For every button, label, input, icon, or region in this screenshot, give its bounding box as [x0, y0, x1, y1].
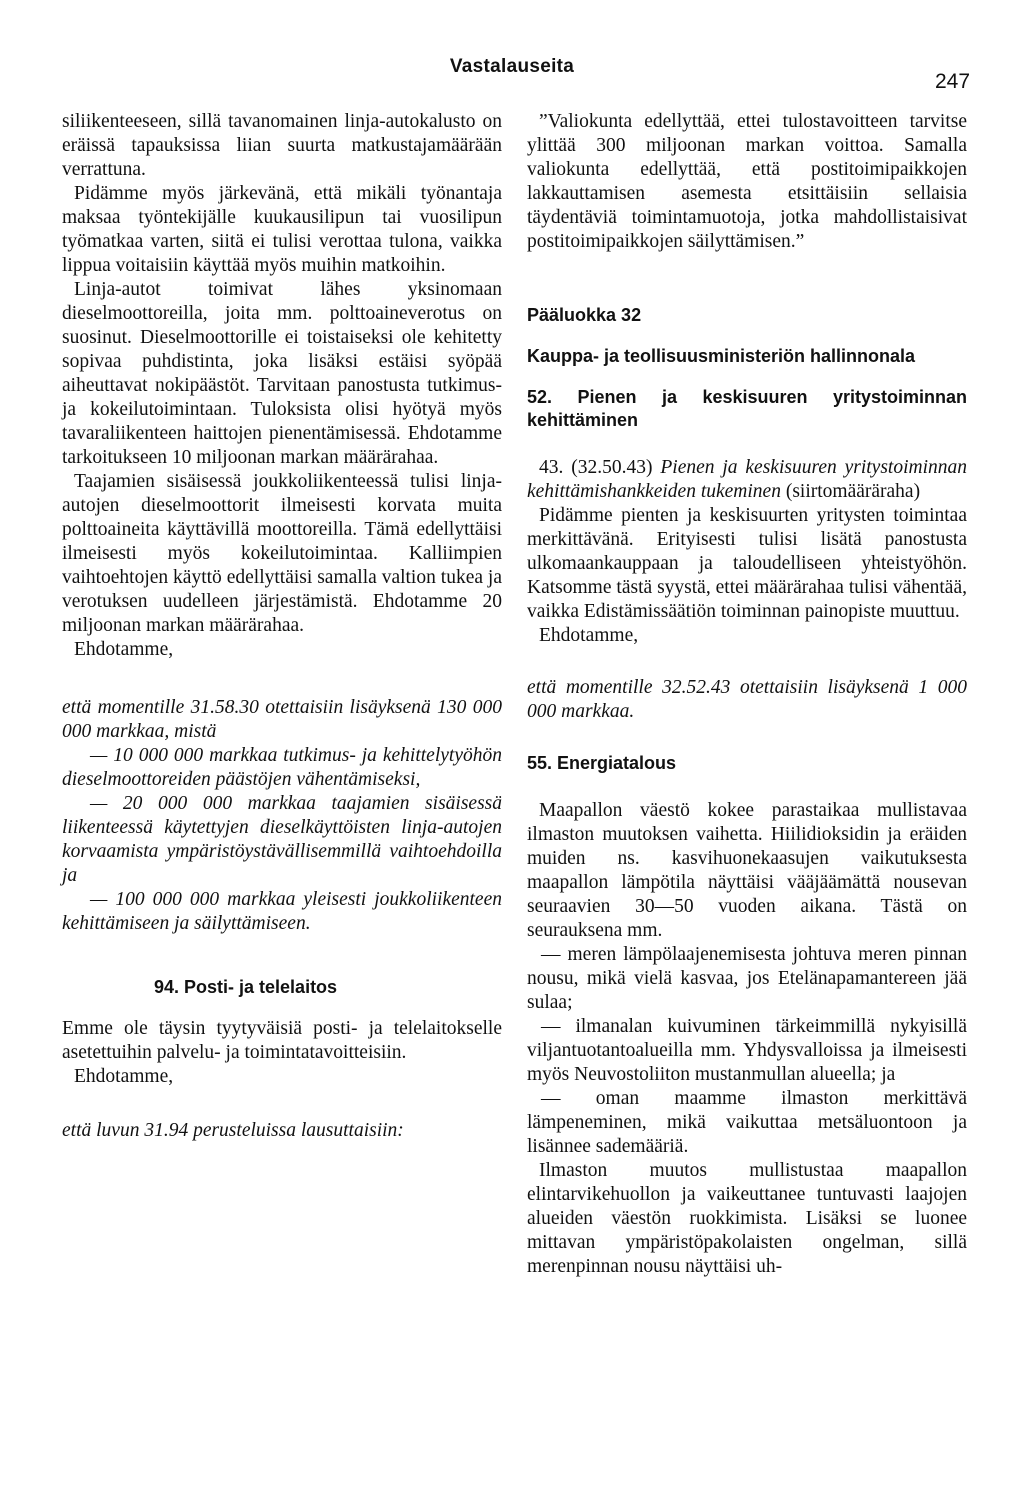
list-item: — meren lämpölaajenemisesta johtuva meren pinnan nousu, mikä vielä kasvaa, jos Etelänapamantereen jää sulaa;	[527, 944, 967, 1013]
paragraph: Maapallon väestö kokee parastaikaa mullistavaa ilmaston muutoksen vaihetta. Hiilidioksidin ja eräiden muiden ns. kasvihuonekaasujen vaikutuksesta maapallon lämpötila näyttäisi vääjäämättä nousevan seuraavien 30—50 vuoden aikana. Tästä on seurauksena mm.	[527, 800, 967, 941]
proposal-item: — 10 000 000 markkaa tutkimus- ja kehittelytyöhön dieselmoottoreiden päästöjen vähentämiseksi,	[62, 745, 502, 790]
proposal-text: että momentille 31.58.30 otettaisiin lisäyksenä 130 000 000 markkaa, mistä	[62, 697, 502, 742]
section-heading: 55. Energiatalous	[527, 753, 677, 773]
paragraph: Pidämme myös järkevänä, että mikäli työnantaja maksaa työntekijälle kuukausilipun tai vuosilipun työmatkaa varten, siitä ei tulisi verottaa tulona, vaikka lippua voitaisiin käyttää myös muihin matkoihin.	[62, 183, 502, 276]
paragraph: Ehdotamme,	[74, 1066, 174, 1087]
paragraph: Ehdotamme,	[539, 625, 639, 646]
right-column	[527, 110, 967, 1279]
page-header-title: Vastalauseita	[449, 56, 575, 77]
list-item: — oman maamme ilmaston merkittävä lämpeneminen, mikä vaikuttaa metsäluontoon ja lisännee sademääriä.	[527, 1088, 967, 1157]
proposal-item: — 100 000 000 markkaa yleisesti joukkoliikenteen kehittämiseen ja säilyttämiseen.	[62, 889, 502, 934]
paragraph: Ehdotamme,	[74, 639, 174, 660]
paragraph: Emme ole täysin tyytyväisiä posti- ja telelaitokselle asetettuihin palvelu- ja toimintatavoitteisiin.	[62, 1018, 502, 1063]
list-item: — ilmanalan kuivuminen tärkeimmillä nykyisillä viljantuotantoalueilla mm. Yhdysvalloissa ja ilmeisesti myös Neuvostoliiton mustanmullan alueella; ja	[527, 1016, 967, 1085]
paragraph: Pidämme pienten ja keskisuurten yritysten toimintaa merkittävänä. Erityisesti tulisi lisätä panostusta ulkomaankauppaan ja taloudelliseen yhteistyöhön. Katsomme tästä syystä, ettei määrärahaa tulisi vähentää, vaikka Edistämissäätiön toiminnan painopiste muuttuu.	[527, 505, 967, 622]
proposal-item: — 20 000 000 markkaa taajamien sisäisessä liikenteessä käytettyjen dieselkäyttöisten linja-autojen korvaamista ympäristöystävällisemmillä vaihtoehdoilla ja	[62, 793, 502, 886]
paragraph: Taajamien sisäisessä joukkoliikenteessä tulisi linja-autojen dieselmoottorit ilmeisesti korvata muita polttoaineita käyttävillä moottoreilla. Tämä edellyttäisi ilmeisesti myös kokeilutoimintaa. Kalliimpien vaihtoehtojen käyttö edellyttäisi samalla valtion tukea ja verotuksen uudelleen järjestämistä. Ehdotamme 20 miljoonan markan määrärahaa.	[62, 471, 502, 636]
paragraph: Ilmaston muutos mullistustaa maapallon elintarvikehuollon ja vaikeuttanee tuntuvasti laajojen alueiden väestön ruokkimista. Lisäksi se luonee mittavan ympäristöpakolaisten ongelman, sillä merenpinnan nousu näyttäisi uh-	[527, 1160, 967, 1277]
moment-type: (siirtomääräraha)	[785, 481, 921, 502]
page-number: 247	[935, 70, 971, 93]
left-column	[62, 110, 502, 1143]
moment-heading	[527, 456, 967, 504]
proposal-text: että luvun 31.94 perusteluissa lausuttaisiin:	[62, 1120, 404, 1141]
quote-paragraph: ”Valiokunta edellyttää, ettei tulostavoitteen tarvitse ylittää 300 miljoonan markan voittoa. Samalla valiokunta edellyttää, että postitoimipaikkojen lakkauttamisen asemesta etsittäisiin sellaisia täydentäviä toimintamuotoja, jotka mahdollistaisivat postitoimipaikkojen säilyttämisen.”	[527, 111, 967, 252]
section-heading: 52. Pienen ja keskisuuren yritystoiminnan kehittäminen	[527, 387, 967, 430]
moment-number: 43. (32.50.43)	[539, 457, 653, 478]
section-heading: Pääluokka 32	[527, 305, 642, 325]
section-heading: Kauppa- ja teollisuusministeriön hallinnonala	[527, 346, 916, 366]
proposal-text: että momentille 32.52.43 otettaisiin lisäyksenä 1 000 000 markkaa.	[527, 677, 967, 722]
paragraph: siliikenteeseen, sillä tavanomainen linja-autokalusto on eräissä tapauksissa liian suurta matkustajamäärään verrattuna.	[62, 111, 502, 180]
paragraph: Linja-autot toimivat lähes yksinomaan dieselmoottoreilla, joita mm. polttoaineverotus on suosinut. Dieselmoottorille ei toistaiseksi ole kehitetty sopivaa puhdistinta, joka lisäksi estäisi syöpää aiheuttavat nokipäästöt. Tarvitaan panostusta tutkimus- ja kokeilutoimintaan. Tuloksista olisi hyötyä myös tavaraliikenteen haittojen pienentämisessä. Ehdotamme tarkoitukseen 10 miljoonan markan määrärahaa.	[62, 279, 502, 468]
moment-title: Pienen ja keskisuuren yritystoiminnan kehittämishankkeiden tukeminen	[527, 457, 968, 502]
section-heading: 94. Posti- ja telelaitos	[154, 977, 338, 997]
